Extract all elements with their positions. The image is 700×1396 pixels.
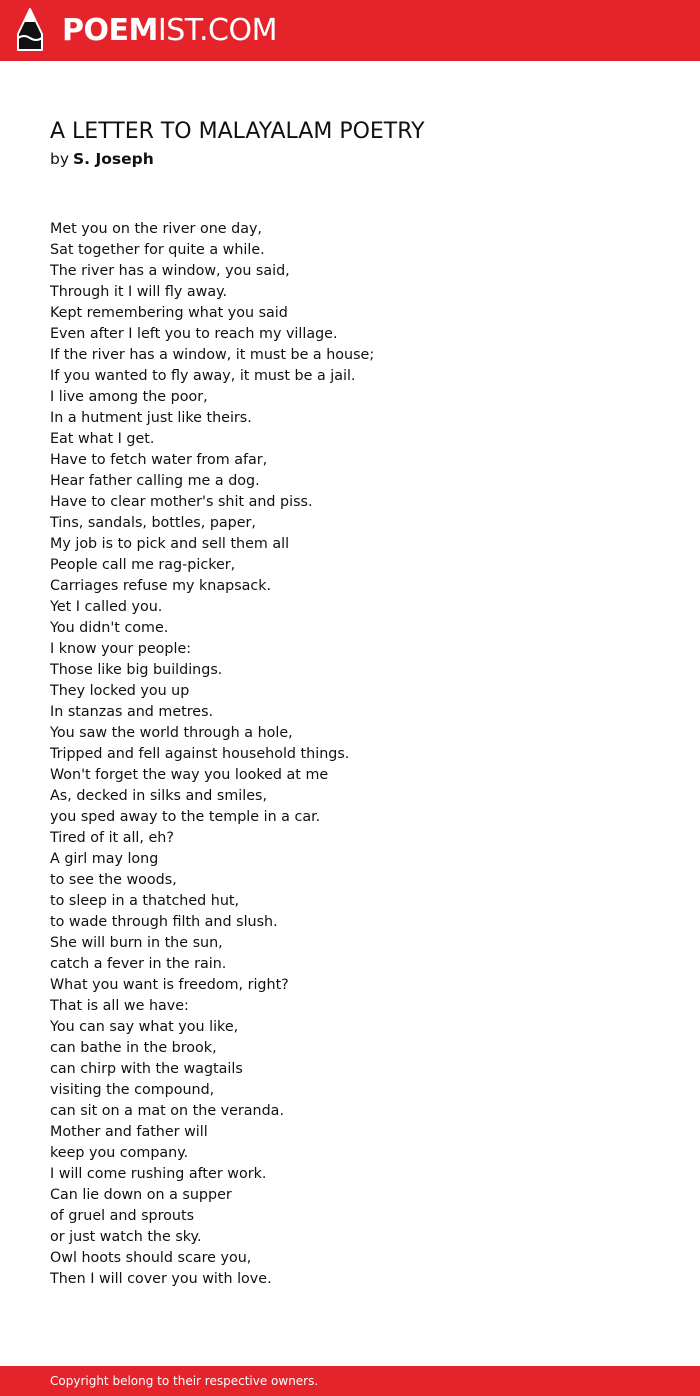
poem-line: Those like big buildings. [50,662,223,678]
poem-line: of gruel and sprouts [50,1208,195,1224]
poem-line: In stanzas and metres. [50,704,214,720]
poem-line: I live among the poor, [50,389,208,405]
poem-line: You didn't come. [50,620,169,636]
poem-line: That is all we have: [50,998,189,1014]
poem-line: The river has a window, you said, [50,263,290,279]
poem-line: In a hutment just like theirs. [50,410,252,426]
logo-text-bold: POEM [62,13,158,48]
logo-text-light: IST.COM [157,13,277,48]
poem-line: I will come rushing after work. [50,1166,267,1182]
poem-line: Met you on the river one day, [50,221,262,237]
by-label: by [50,150,70,168]
poem-line: She will burn in the sun, [50,935,223,951]
poem-line: Tired of it all, eh? [50,830,174,846]
poem-line: A girl may long [50,851,159,867]
poem-line: If the river has a window, it must be a house; [50,347,375,363]
poem-line: can bathe in the brook, [50,1040,217,1056]
poem-line: Kept remembering what you said [50,305,288,321]
poem-title: A LETTER TO MALAYALAM POETRY [50,119,425,144]
poem-line: Through it I will fly away. [50,284,228,300]
poem-line: You saw the world through a hole, [50,725,293,741]
poem-line: Even after I left you to reach my village. [50,326,338,342]
poem-line: Mother and father will [50,1124,208,1140]
site-header [0,0,700,61]
poem-line: you sped away to the temple in a car. [50,809,321,825]
poem-line: People call me rag-picker, [50,557,236,573]
poem-line: Tripped and fell against household things. [50,746,350,762]
poem-line: to wade through filth and slush. [50,914,278,930]
poem-line: visiting the compound, [50,1082,215,1098]
poem-line: Sat together for quite a while. [50,242,265,258]
poem-line: Have to clear mother's shit and piss. [50,494,313,510]
poem-line: to sleep in a thatched hut, [50,893,240,909]
poem-line: to see the woods, [50,872,177,888]
poem-line: Then I will cover you with love. [50,1271,272,1287]
poem-line: Eat what I get. [50,431,155,447]
site-footer [0,1366,700,1396]
poem-line: can sit on a mat on the veranda. [50,1103,284,1119]
poem-line: Have to fetch water from afar, [50,452,268,468]
poem-line: Tins, sandals, bottles, paper, [50,515,256,531]
poem-line: What you want is freedom, right? [50,977,289,993]
site-logo[interactable] [62,13,277,49]
poem-line: or just watch the sky. [50,1229,202,1245]
pencil-tip-icon [16,8,44,52]
poem-body [50,219,374,1290]
poem-line: Carriages refuse my knapsack. [50,578,272,594]
author-name: S. Joseph [73,150,154,168]
poem-line: Yet I called you. [50,599,163,615]
poem-line: You can say what you like, [50,1019,239,1035]
poem-line: Owl hoots should scare you, [50,1250,252,1266]
copyright-text: Copyright belong to their respective owners. [50,1374,319,1388]
byline [50,148,154,170]
poem-line: keep you company. [50,1145,189,1161]
poem-line: catch a fever in the rain. [50,956,227,972]
poem-line: If you wanted to fly away, it must be a jail. [50,368,356,384]
poem-line: can chirp with the wagtails [50,1061,243,1077]
poem-line: My job is to pick and sell them all [50,536,290,552]
poem-line: Won't forget the way you looked at me [50,767,329,783]
poem-line: As, decked in silks and smiles, [50,788,268,804]
poem-line: Can lie down on a supper [50,1187,232,1203]
poem-line: Hear father calling me a dog. [50,473,260,489]
poem-line: They locked you up [50,683,190,699]
poem-line: I know your people: [50,641,192,657]
